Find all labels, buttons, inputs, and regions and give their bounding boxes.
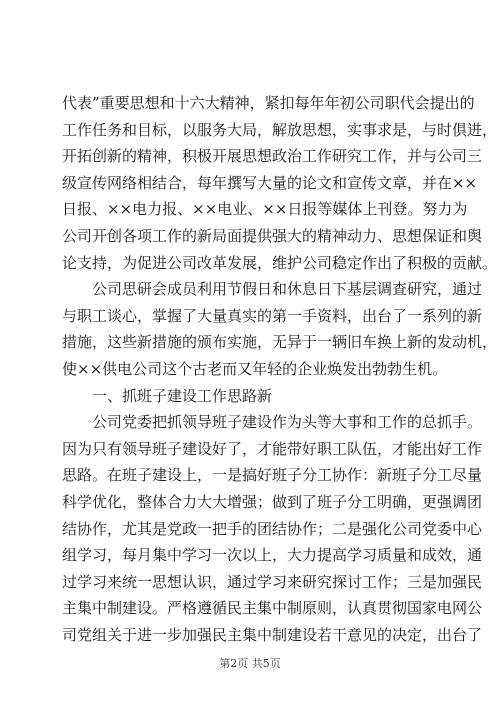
body-line-16: 科学优化，整体合力大大增强；做到了班子分工明确，更强调团 <box>62 492 483 511</box>
body-line-20: 主集中制建设。严格遵循民主集中制原则，认真贯彻国家电网公 <box>62 599 483 618</box>
body-line-4: 级宣传网络相结合，每年撰写大量的论文和宣传文章，并在×× <box>62 173 478 192</box>
body-line-14: 因为只有领导班子建设好了，才能带好职工队伍，才能出好工作 <box>62 439 483 458</box>
body-line-7: 论支持，为促进公司改革发展，维护公司稳定作出了积极的贡献。 <box>62 253 498 272</box>
body-line-2: 工作任务和目标，以服务大局，解放思想，实事求是，与时俱进， <box>62 120 498 139</box>
body-line-6: 公司开创各项工作的新局面提供强大的精神动力、思想保证和舆 <box>62 226 483 245</box>
body-line-9: 与职工谈心，掌握了大量真实的第一手资料，出台了一系列的新 <box>62 306 483 325</box>
body-line-3: 开拓创新的精神，积极开展思想政治工作研究工作，并与公司三 <box>62 147 483 166</box>
body-line-18: 组学习，每月集中学习一次以上，大力提高学习质量和成效，通 <box>62 546 483 565</box>
body-line-5: 日报、××电力报、××电业、××日报等媒体上刊登。努力为 <box>62 200 468 219</box>
document-body <box>62 90 498 648</box>
body-line-17: 结协作，尤其是党政一把手的团结协作；二是强化公司党委中心 <box>62 519 483 538</box>
body-line-11: 使××供电公司这个古老而又年轻的企业焕发出勃勃生机。 <box>62 359 448 378</box>
body-line-1: 代表”重要思想和十六大精神，紧扣每年年初公司职代会提出的 <box>62 94 475 112</box>
paragraph-start-line: 公司党委把抓领导班子建设作为头等大事和工作的总抓手。 <box>92 413 483 432</box>
body-line-15: 思路。在班子建设上，一是搞好班子分工协作：新班子分工尽量 <box>62 466 483 485</box>
page-number-footer: 第2页 共5页 <box>219 657 281 670</box>
body-line-21: 司党组关于进一步加强民主集中制建设若干意见的决定，出台了 <box>62 625 483 644</box>
body-line-19: 过学习来统一思想认识，通过学习来研究探讨工作；三是加强民 <box>62 572 483 591</box>
section-heading: 一、抓班子建设工作思路新 <box>92 386 273 405</box>
paragraph-start-line: 公司思研会成员利用节假日和休息日下基层调查研究，通过 <box>92 280 483 299</box>
body-line-10: 措施，这些新措施的颁布实施，无异于一辆旧车换上新的发动机， <box>62 333 498 352</box>
